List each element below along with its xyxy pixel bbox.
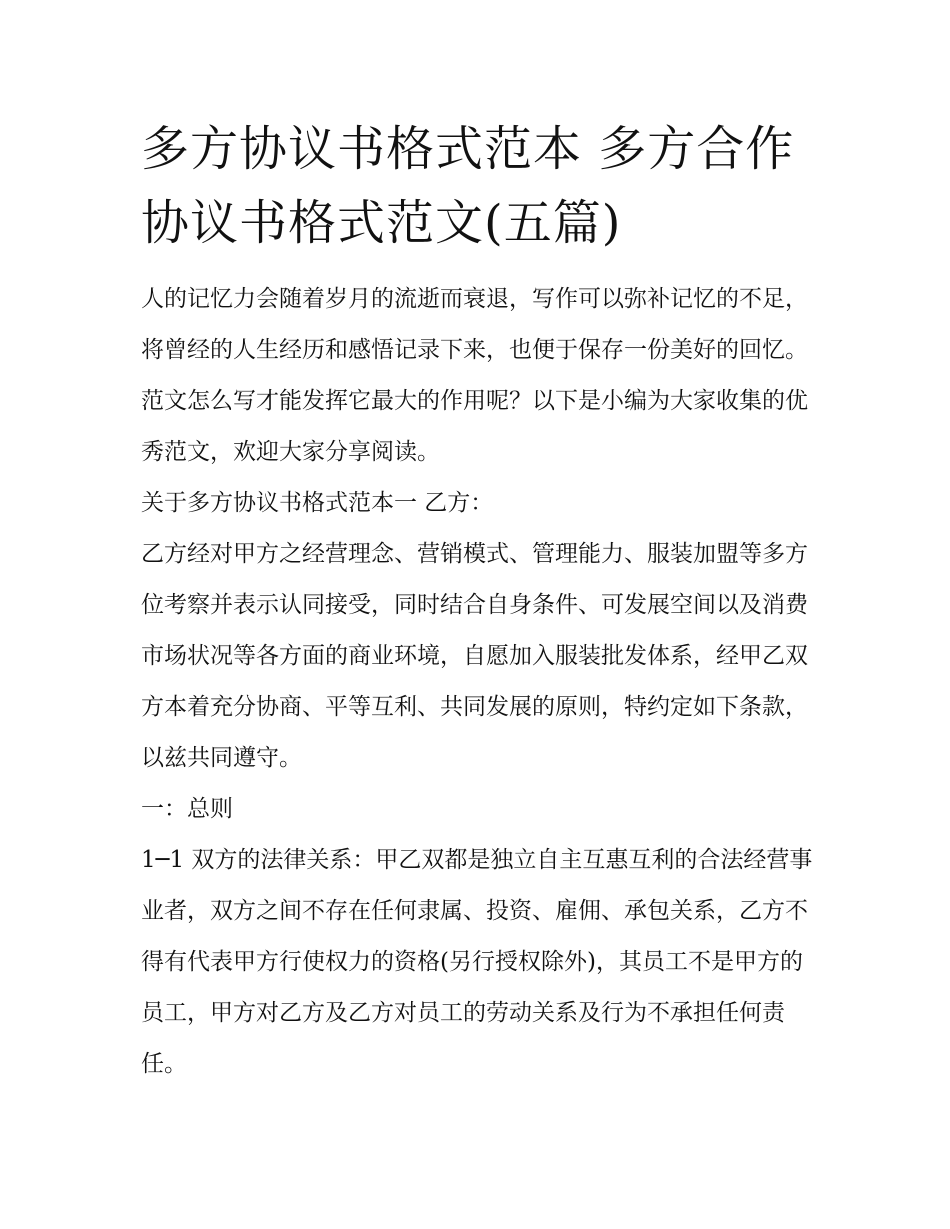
document-page — [141, 112, 813, 1090]
intro-paragraph: 人的记忆力会随着岁月的流逝而衰退，写作可以弥补记忆的不足，将曾经的人生经历和感悟记录下来，也便于保存一份美好的回忆。范文怎么写才能发挥它最大的作用呢？以下是小编为大家收集的优秀范文，欢迎大家分享阅读。 — [141, 286, 808, 465]
section-heading-sample-one: 关于多方协议书格式范本一 乙方： — [141, 490, 494, 516]
document-body — [141, 274, 813, 1090]
clause-1-1-paragraph: 1─1 双方的法律关系：甲乙双都是独立自主互惠互利的合法经营事业者，双方之间不存在任何隶属、投资、雇佣、承包关系，乙方不得有代表甲方行使权力的资格(另行授权除外)，其员工不是甲方的员工，甲方对乙方及乙方对员工的劳动关系及行为不承担任何责任。 — [141, 847, 813, 1077]
general-provisions-heading: 一：总则 — [141, 796, 233, 822]
document-title: 多方协议书格式范本 多方合作协议书格式范文(五篇) — [141, 121, 795, 251]
agreement-preamble-paragraph: 乙方经对甲方之经营理念、营销模式、管理能力、服装加盟等多方位考察并表示认同接受，同时结合自身条件、可发展空间以及消费市场状况等各方面的商业环境，自愿加入服装批发体系，经甲乙双方本着充分协商、平等互利、共同发展的原则，特约定如下条款，以兹共同遵守。 — [141, 541, 808, 771]
